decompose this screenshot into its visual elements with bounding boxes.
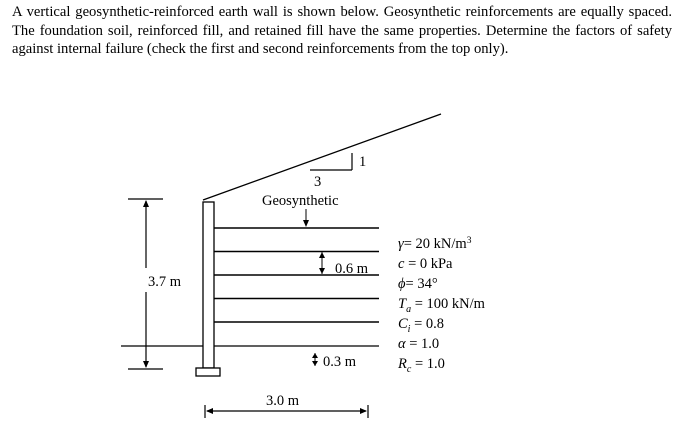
- slope-rise-label: 1: [359, 154, 367, 170]
- prop-ta: $T_a = 100$ kN/m: [398, 296, 485, 315]
- geosynthetic-label: Geosynthetic: [262, 193, 339, 209]
- wall-footing: [196, 368, 220, 376]
- spacing-label: 0.6 m: [335, 261, 369, 277]
- bottom-spacing-label: 0.3 m: [323, 354, 357, 370]
- bottom-spacing-dimension: [312, 353, 318, 366]
- backfill-slope-line: [203, 114, 441, 200]
- spacing-dimension: [319, 252, 325, 274]
- height-label: 3.7 m: [148, 274, 182, 290]
- prop-alpha: α = 1.0: [398, 336, 440, 352]
- length-label: 3.0 m: [266, 393, 300, 409]
- length-arrow-left: [206, 408, 213, 414]
- slope-run-label: 3: [314, 174, 322, 190]
- height-arrow-top: [143, 200, 149, 207]
- geosynthetic-arrow: [303, 209, 309, 227]
- prop-ci: $C_i = 0.8$: [398, 316, 445, 335]
- soil-properties: [397, 236, 486, 375]
- prop-rc: $R_c = 1.0$: [398, 356, 445, 375]
- prop-gamma: γ= 20 $kN/m^3$: [398, 236, 472, 252]
- problem-statement: A vertical geosynthetic-reinforced earth wall is shown below. Geosynthetic reinforcements are equally spaced. The foundation soil, reinforced fill, and retained fill have the same properties. Determine the factors of safety against internal failure (check the first and second reinforcements from the top only).: [12, 4, 672, 57]
- height-arrow-bottom: [143, 361, 149, 368]
- wall-facing: [203, 202, 214, 368]
- prop-phi: ϕ= 34°: [398, 276, 438, 292]
- prop-c: c = 0 kPa: [398, 256, 453, 272]
- slope-triangle: [310, 153, 352, 170]
- length-arrow-right: [360, 408, 367, 414]
